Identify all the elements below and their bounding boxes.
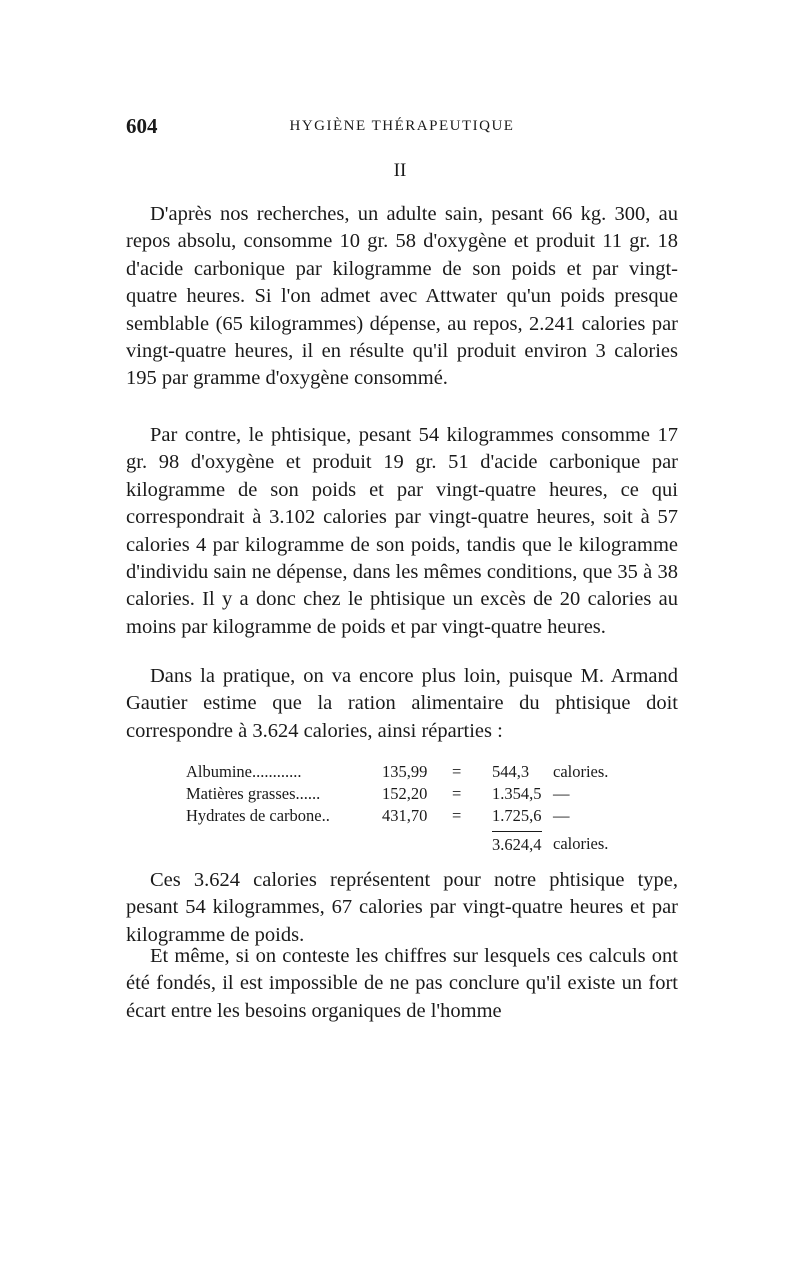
equals-sign: =	[452, 784, 462, 803]
table-row	[186, 805, 656, 827]
paragraph: Et même, si on conteste les chiffres sur lesquels ces calculs ont été fondés, il est impossible de ne pas conclure qu'il existe un fort écart entre les besoins organiques de l'homme	[126, 945, 678, 1022]
nutrient-weight: 431,70	[382, 806, 428, 825]
paragraph: Ces 3.624 calories représentent pour notre phtisique type, pesant 54 kilogrammes, 67 calories par vingt-quatre heures et par kilogramme de poids.	[126, 869, 678, 946]
paragraph: Dans la pratique, on va encore plus loin, puisque M. Armand Gautier estime que la ration alimentaire du phtisique doit correspondre à 3.624 calories, ainsi réparties :	[126, 665, 678, 742]
nutrient-weight: 152,20	[382, 784, 428, 803]
page-header	[126, 114, 678, 144]
paragraph: D'après nos recherches, un adulte sain, pesant 66 kg. 300, au repos absolu, consomme 10 gr. 58 d'oxygène et produit 11 gr. 18 d'acide carbonique par kilogramme de son poids et par vingt-quatre heures. Si l'on admet avec Attwater qu'un poids presque semblable (65 kilogrammes) dépense, au repos, 2.241 calories par vingt-quatre heures, il en résulte qu'il produit environ 3 calories 195 par gramme d'oxygène consommé.	[126, 203, 678, 390]
nutrient-label: Matières grasses......	[186, 784, 321, 803]
paragraph: Par contre, le phtisique, pesant 54 kilogrammes consomme 17 gr. 98 d'oxygène et produit 19 gr. 51 d'acide carbonique par kilogramme de son poids et par vingt-quatre heures, ce qui correspondrait à 3.102 calories par vingt-quatre heures, soit à 57 calories 4 par kilogramme de son poids, tandis que le kilogramme d'individu sain ne dépense, dans les mêmes conditions, que 35 à 38 calories. Il y a donc chez le phtisique un excès de 20 calories au moins par kilogramme de poids et par vingt-quatre heures.	[126, 424, 678, 638]
nutrient-calories: 544,3	[492, 762, 530, 781]
ditto-mark: —	[553, 806, 570, 825]
table-row	[186, 761, 656, 783]
table-row	[186, 783, 656, 805]
nutrient-label: Albumine............	[186, 762, 302, 781]
section-numeral: II	[393, 160, 407, 181]
equals-sign: =	[452, 762, 462, 781]
page-number: 604	[126, 114, 158, 138]
nutrient-calories: 1.725,6	[492, 806, 542, 825]
nutrient-label: Hydrates de carbone..	[186, 806, 330, 825]
table-total-row	[186, 827, 656, 854]
nutrient-calories: 1.354,5	[492, 784, 542, 803]
equals-sign: =	[452, 806, 462, 825]
total-calories: 3.624,4	[492, 831, 542, 856]
ditto-mark: —	[553, 784, 570, 803]
nutrient-weight: 135,99	[382, 762, 428, 781]
unit-label: calories.	[553, 762, 609, 781]
ration-table	[186, 761, 656, 854]
unit-label: calories.	[553, 834, 609, 853]
running-title: HYGIÈNE THÉRAPEUTIQUE	[289, 118, 515, 134]
